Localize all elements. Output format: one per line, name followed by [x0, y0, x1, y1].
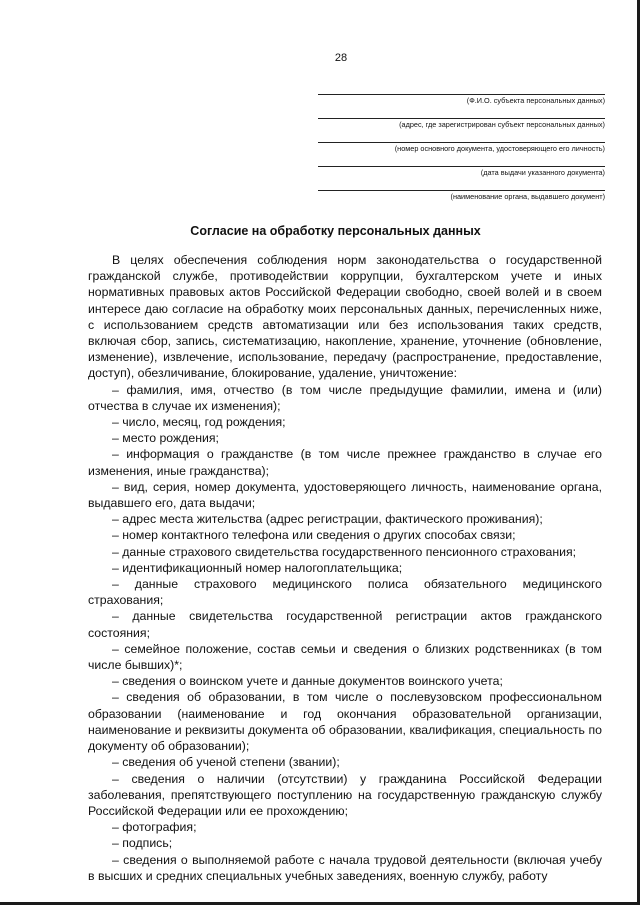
field-caption: (наименование органа, выдавшего документ): [450, 192, 605, 201]
field-full-name: [318, 90, 605, 114]
list-item: – фамилия, имя, отчество (в том числе предыдущие фамилии, имена и (или) отчества в случае их изменения);: [88, 382, 602, 413]
blank-line: [318, 142, 605, 143]
list-item: – данные свидетельства государственной регистрации актов гражданского состояния;: [88, 609, 602, 640]
page-number: 28: [334, 52, 348, 64]
field-id-document-number: [318, 138, 605, 162]
blank-line: [318, 166, 605, 167]
field-caption: (адрес, где зарегистрирован субъект персональных данных): [399, 120, 605, 129]
field-caption: (дата выдачи указанного документа): [480, 168, 605, 177]
field-address: [318, 114, 605, 138]
list-item: – данные страхового свидетельства государственного пенсионного страхования;: [112, 544, 577, 559]
list-item: – семейное положение, состав семьи и сведения о близких родственниках (в том числе бывших)*;: [88, 641, 602, 673]
list-item: – место рождения;: [112, 431, 219, 446]
field-caption: (Ф.И.О. субъекта персональных данных): [466, 96, 605, 105]
list-item: – идентификационный номер налогоплательщика;: [112, 560, 403, 575]
field-caption: (номер основного документа, удостоверяющего его личность): [394, 144, 605, 153]
list-item: – сведения о наличии (отсутствии) у гражданина Российской Федерации заболевания, препятствующего поступлению на государственную гражданскую службу Российской Федерации или ее прохождению;: [88, 771, 602, 818]
list-item: – число, месяц, год рождения;: [112, 415, 286, 430]
document-title: Согласие на обработку персональных данных: [190, 224, 481, 238]
document-body: [88, 252, 602, 884]
personal-data-list: [88, 382, 602, 884]
list-item: – информация о гражданстве (в том числе прежнее гражданство в случае его изменения, иные гражданства);: [88, 447, 602, 478]
list-item: – фотография;: [112, 820, 197, 835]
addressee-fields: [318, 90, 605, 210]
list-item: – сведения о воинском учете и данные документов воинского учета;: [112, 674, 503, 689]
blank-line: [318, 118, 605, 119]
list-item: – сведения о выполняемой работе с начала трудовой деятельности (включая учебу в высших и средних специальных учебных заведениях, военную службу, работу: [88, 852, 602, 883]
field-issuing-authority: [318, 186, 605, 210]
intro-paragraph: В целях обеспечения соблюдения норм законодательства о государственной гражданской службе, противодействии коррупции, бухгалтерском учете и иных нормативных правовых актов Российской Федерации свободно, своей волей и в своем интересе даю согласие на обработку моих персональных данных, перечисленных ниже, с использованием средств автоматизации или без использования таких средств, включая сбор, запись, систематизацию, накопление, хранение, уточнение (обновление, изменение), извлечение, использование, передачу (распространение, предоставление, доступ), обезличивание, блокирование, удаление, уничтожение:: [88, 253, 602, 381]
list-item: – сведения об образовании, в том числе о послевузовском профессиональном образовании (наименование и год окончания образовательной организации, наименование и реквизиты документа об образовании, квалификация, специальность по документу об образовании);: [88, 690, 602, 754]
list-item: – номер контактного телефона или сведения о других способах связи;: [112, 528, 516, 543]
list-item: – вид, серия, номер документа, удостоверяющего личность, наименование органа, выдавшего его, дата выдачи;: [88, 479, 602, 511]
blank-line: [318, 94, 605, 95]
blank-line: [318, 190, 605, 191]
list-item: – данные страхового медицинского полиса обязательного медицинского страхования;: [88, 577, 602, 608]
list-item: – подпись;: [112, 836, 173, 851]
list-item: – сведения об ученой степени (звании);: [112, 755, 340, 770]
list-item: – адрес места жительства (адрес регистрации, фактического проживания);: [112, 512, 543, 527]
field-issue-date: [318, 162, 605, 186]
